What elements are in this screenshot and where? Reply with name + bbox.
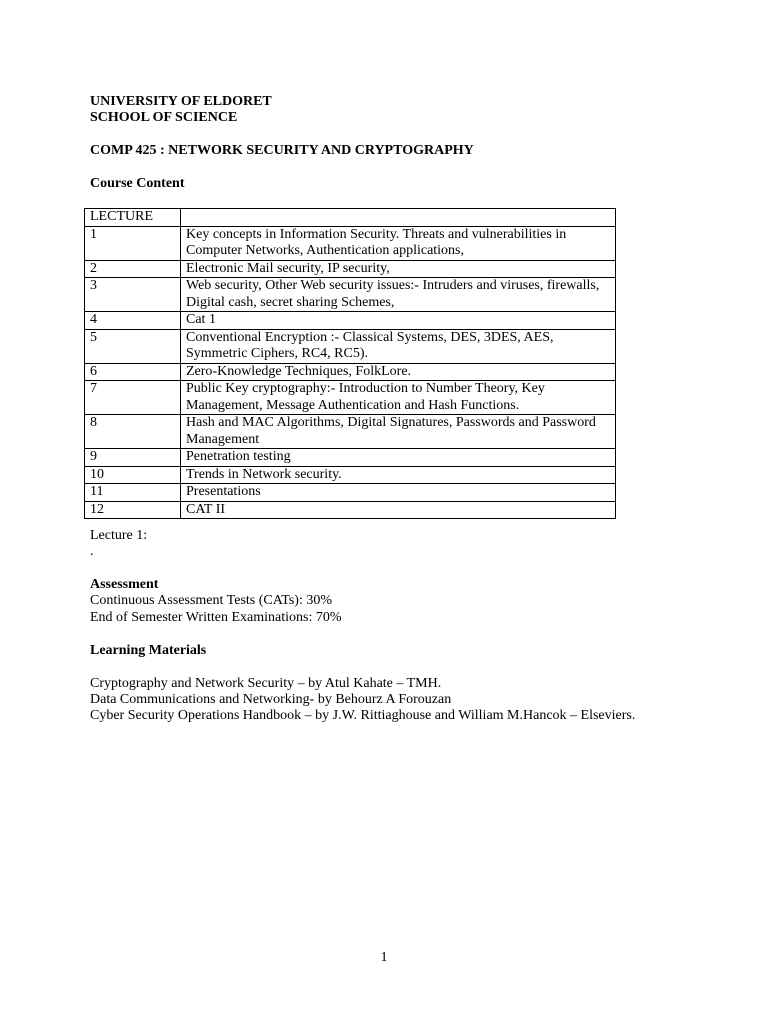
lecture-topic: Presentations <box>181 484 616 502</box>
learning-material-item: Cryptography and Network Security – by Atul Kahate – TMH. <box>90 676 442 691</box>
table-row <box>85 466 616 484</box>
lecture-topic <box>181 278 616 312</box>
lecture-topic-line: Management <box>186 431 260 447</box>
lecture-number: 6 <box>85 363 181 381</box>
lecture-topic-line: Hash and MAC Algorithms, Digital Signatures, Passwords and Password <box>186 415 596 430</box>
lecture-topic: Electronic Mail security, IP security, <box>181 260 616 278</box>
lecture-number: 3 <box>85 278 181 312</box>
table-row <box>85 312 616 330</box>
course-content-table <box>84 208 616 519</box>
table-row <box>85 363 616 381</box>
lecture-number: 12 <box>85 501 181 519</box>
table-row <box>85 501 616 519</box>
lecture-topic: Penetration testing <box>181 449 616 467</box>
table-row <box>85 226 616 260</box>
assessment-heading: Assessment <box>90 577 159 592</box>
lecture-number: 1 <box>85 226 181 260</box>
lecture-topic-line: Management, Message Authentication and Hash Functions. <box>186 397 520 413</box>
table-row <box>85 260 616 278</box>
learning-material-item: Data Communications and Networking- by Behourz A Forouzan <box>90 692 452 707</box>
lecture-number: 8 <box>85 415 181 449</box>
lecture-topic: Trends in Network security. <box>181 466 616 484</box>
lecture-topic-line: Conventional Encryption :- Classical Systems, DES, 3DES, AES, <box>186 329 554 345</box>
lecture-topic-line: Key concepts in Information Security. Threats and vulnerabilities in <box>186 226 567 242</box>
lecture-topic-line: Digital cash, secret sharing Schemes, <box>186 294 395 310</box>
lecture-topic <box>181 415 616 449</box>
lecture-topic-line: Web security, Other Web security issues:- Intruders and viruses, firewalls, <box>186 278 600 293</box>
lecture-number: 2 <box>85 260 181 278</box>
table-row <box>85 449 616 467</box>
table-row <box>85 415 616 449</box>
lecture-number: 10 <box>85 466 181 484</box>
table-row <box>85 278 616 312</box>
lecture-note-dot: . <box>90 544 94 559</box>
lecture-topic-line: Symmetric Ciphers, RC4, RC5). <box>186 346 368 361</box>
table-header-row <box>85 209 616 227</box>
lecture-number: 7 <box>85 381 181 415</box>
page-number: 1 <box>380 950 388 965</box>
assessment-exams: End of Semester Written Examinations: 70% <box>90 610 342 625</box>
lecture-topic <box>181 329 616 363</box>
lecture-number: 9 <box>85 449 181 467</box>
lecture-number: 4 <box>85 312 181 330</box>
table-header-topic <box>181 209 616 227</box>
lecture-topic: CAT II <box>181 501 616 519</box>
lecture-topic: Cat 1 <box>181 312 616 330</box>
university-name: UNIVERSITY OF ELDORET <box>90 94 272 109</box>
lecture-note-label: Lecture 1: <box>90 528 148 543</box>
course-title: COMP 425 : NETWORK SECURITY AND CRYPTOGRAPHY <box>90 143 474 158</box>
assessment-cats: Continuous Assessment Tests (CATs): 30% <box>90 593 333 608</box>
lecture-topic-line: Computer Networks, Authentication applications, <box>186 243 465 258</box>
learning-material-item: Cyber Security Operations Handbook – by J.W. Rittiaghouse and William M.Hancok – Elseviers. <box>90 708 636 723</box>
lecture-topic-line: Public Key cryptography:- Introduction to Number Theory, Key <box>186 381 545 396</box>
table-header-lecture: LECTURE <box>85 209 181 227</box>
course-content-heading: Course Content <box>90 176 185 191</box>
lecture-topic: Zero-Knowledge Techniques, FolkLore. <box>181 363 616 381</box>
lecture-number: 5 <box>85 329 181 363</box>
lecture-topic <box>181 226 616 260</box>
table-row <box>85 329 616 363</box>
table-row <box>85 381 616 415</box>
learning-materials-heading: Learning Materials <box>90 643 207 658</box>
school-name: SCHOOL OF SCIENCE <box>90 110 238 125</box>
table-row <box>85 484 616 502</box>
lecture-topic <box>181 381 616 415</box>
lecture-number: 11 <box>85 484 181 502</box>
